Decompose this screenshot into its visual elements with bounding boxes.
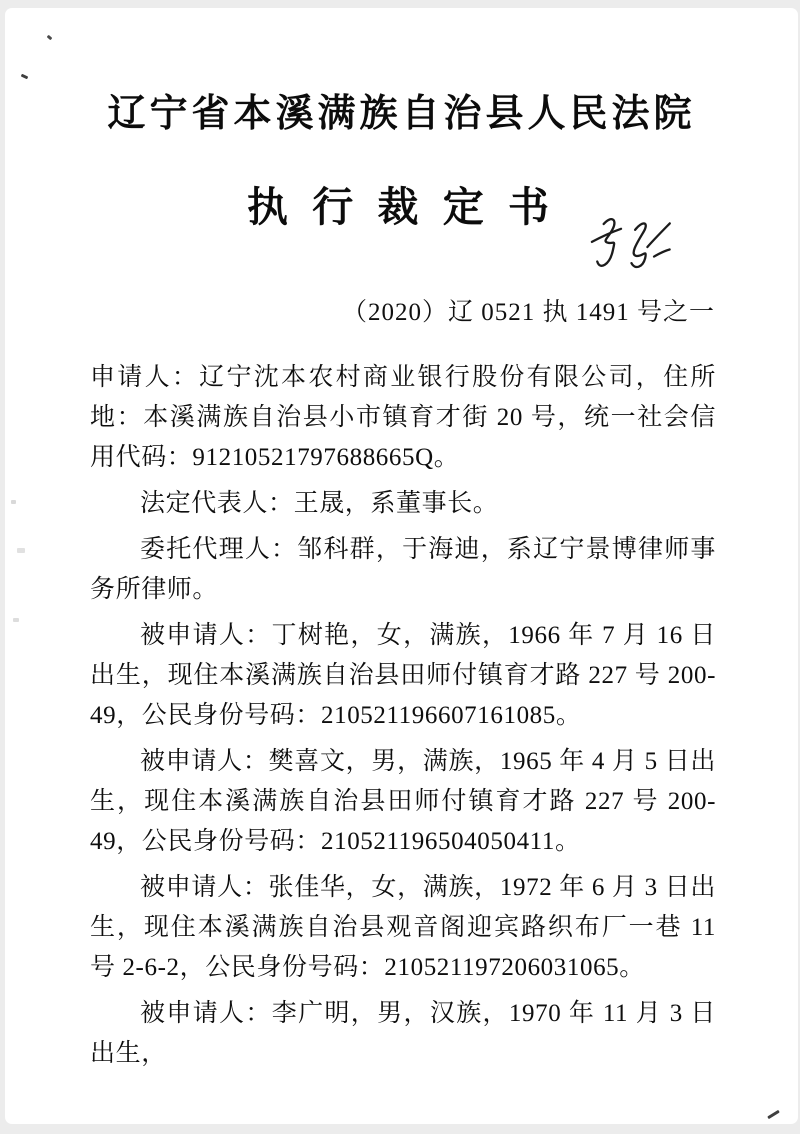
document-type-title: 执 行 裁 定 书 [247, 184, 556, 230]
document-body [90, 358, 716, 1080]
scan-speckle [767, 1110, 780, 1119]
scan-speckle [21, 74, 29, 80]
case-number: （2020）辽 0521 执 1491 号之一 [341, 299, 715, 326]
body-paragraph: 法定代表人：王晟，系董事长。 [140, 490, 499, 517]
document-page [5, 8, 798, 1124]
scan-speckle [13, 618, 19, 622]
body-paragraph: 被申请人：樊喜文，男，满族，1965 年 4 月 5 日出生，现住本溪满族自治县田师付镇育才路 227 号 200-49，公民身份号码：210521196504050411。 [90, 748, 716, 855]
scan-speckle [17, 548, 25, 553]
court-name-title: 辽宁省本溪满族自治县人民法院 [107, 93, 696, 135]
body-paragraph: 委托代理人：邹科群，于海迪，系辽宁景博律师事务所律师。 [90, 536, 716, 603]
body-paragraph: 被申请人：张佳华，女，满族，1972 年 6 月 3 日出生，现住本溪满族自治县观音阁迎宾路织布厂一巷 11 号 2-6-2，公民身份号码：210521197206031065。 [90, 874, 716, 981]
body-paragraph: 申请人：辽宁沈本农村商业银行股份有限公司，住所地：本溪满族自治县小市镇育才街 20 号，统一社会信用代码：91210521797688665Q。 [90, 364, 716, 471]
scan-speckle [47, 35, 53, 41]
body-paragraph: 被申请人：李广明，男，汉族，1970 年 11 月 3 日出生， [90, 1000, 716, 1067]
body-paragraph: 被申请人：丁树艳，女，满族，1966 年 7 月 16 日出生，现住本溪满族自治县田师付镇育才路 227 号 200-49，公民身份号码：210521196607161085。 [90, 622, 716, 729]
handwritten-signature-icon [581, 203, 686, 282]
scan-speckle [11, 500, 16, 504]
